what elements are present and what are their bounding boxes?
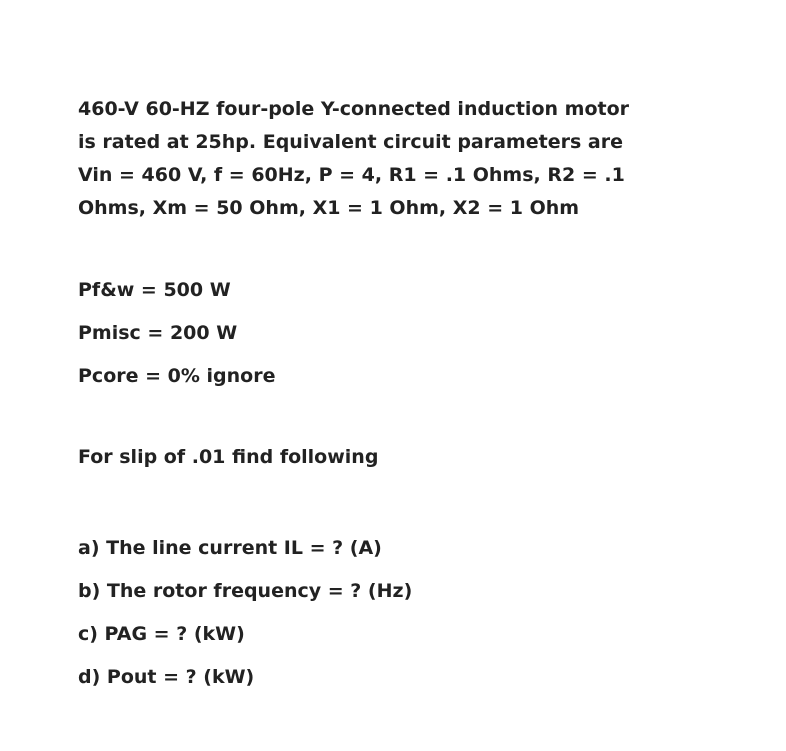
question-c: c) PAG = ? (kW) (78, 623, 245, 645)
intro-line: Vin = 460 V, f = 60Hz, P = 4, R1 = .1 Ohms, R2 = .1 (78, 164, 625, 186)
loss-friction-windage: Pf&w = 500 W (78, 279, 231, 301)
intro-line: Ohms, Xm = 50 Ohm, X1 = 1 Ohm, X2 = 1 Ohm (78, 197, 580, 219)
problem-intro (78, 93, 768, 225)
prompt-text (78, 441, 378, 474)
question-a: a) The line current IL = ? (A) (78, 537, 382, 559)
prompt-line: For slip of .01 find following (78, 446, 379, 468)
question-b: b) The rotor frequency = ? (Hz) (78, 580, 413, 602)
intro-line: is rated at 25hp. Equivalent circuit parameters are (78, 131, 623, 153)
question-d: d) Pout = ? (kW) (78, 666, 255, 688)
losses-list (78, 269, 275, 398)
questions-list (78, 527, 412, 699)
loss-misc: Pmisc = 200 W (78, 322, 238, 344)
loss-core: Pcore = 0% ignore (78, 365, 276, 387)
intro-line: 460-V 60-HZ four-pole Y-connected induction motor (78, 98, 629, 120)
